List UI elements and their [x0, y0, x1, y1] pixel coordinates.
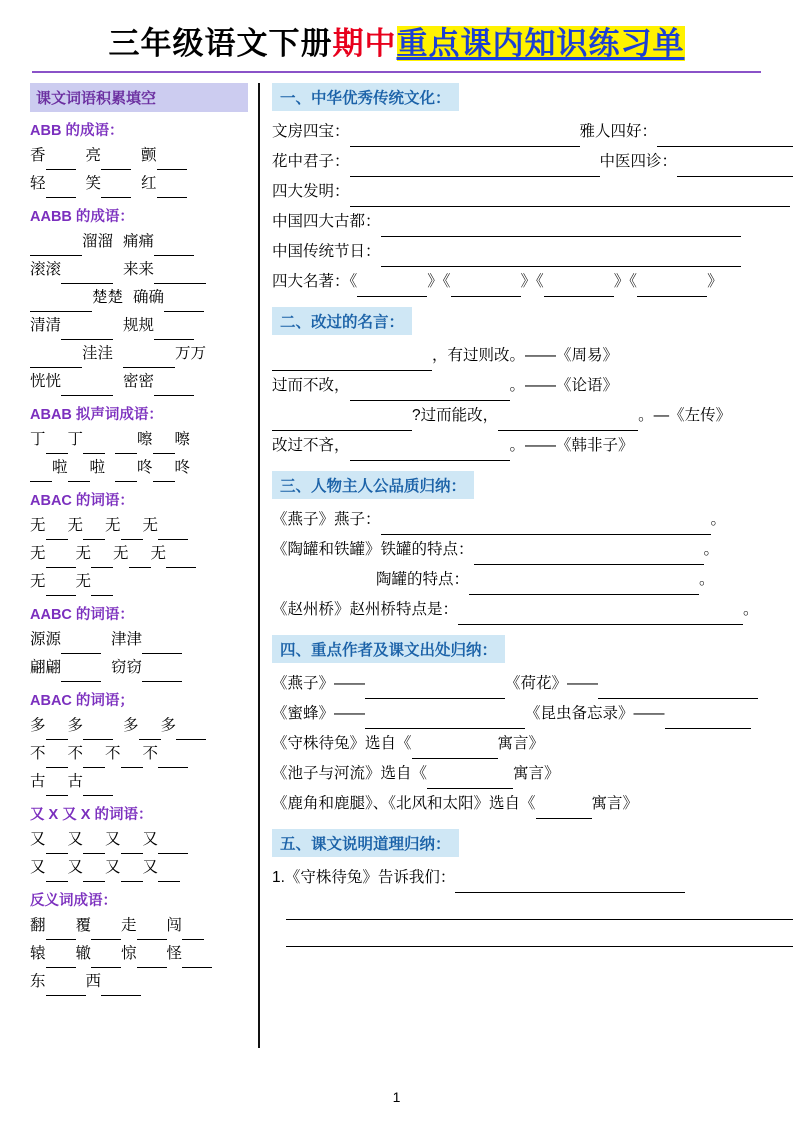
line-text: 《燕子》燕子： — [272, 511, 381, 528]
answer-blank[interactable] — [350, 431, 510, 461]
line-text: 东 — [30, 973, 46, 990]
section-heading: 二、改过的名言： — [272, 307, 412, 335]
line-text: 无 — [75, 545, 92, 562]
line-text: 《荷花》—— — [505, 675, 599, 692]
answer-blank[interactable] — [272, 401, 412, 431]
answer-blank[interactable] — [46, 568, 76, 596]
answer-blank[interactable] — [46, 826, 68, 854]
answer-blank[interactable] — [83, 712, 113, 740]
line-text: 》《 — [520, 273, 544, 290]
answer-blank[interactable] — [182, 940, 212, 968]
fill-in-line — [272, 863, 793, 893]
fill-in-line — [30, 712, 248, 740]
line-text: 万万 — [175, 345, 207, 362]
fill-in-line — [272, 401, 793, 431]
fill-in-line — [272, 371, 793, 401]
left-group-heading: ABAC 的词语： — [30, 493, 134, 509]
answer-blank[interactable] — [46, 170, 76, 198]
fill-in-line — [272, 699, 793, 729]
answer-blank[interactable] — [598, 669, 758, 699]
line-text: 四大名著：《 — [272, 273, 358, 290]
fill-in-line — [272, 207, 793, 237]
left-column-body — [30, 119, 248, 996]
section-heading: 五、课文说明道理归纳： — [272, 829, 459, 857]
line-text: 不 — [105, 745, 121, 762]
fill-in-line — [30, 228, 248, 256]
answer-blank[interactable] — [46, 940, 76, 968]
answer-blank[interactable] — [412, 729, 498, 759]
answer-blank[interactable] — [157, 142, 187, 170]
line-text: 不 — [67, 745, 84, 762]
line-text: 《陶罐和铁罐》铁罐的特点： — [272, 541, 474, 558]
line-text: 。 — [699, 571, 715, 588]
answer-blank[interactable] — [166, 540, 196, 568]
line-text: 辕 — [30, 945, 46, 962]
line-text: 丁 — [67, 431, 84, 448]
answer-blank[interactable] — [121, 740, 143, 768]
title-part-2: 期中 — [332, 26, 397, 61]
fill-in-line — [30, 312, 248, 340]
line-text: 古 — [30, 773, 46, 790]
answer-blank[interactable] — [154, 368, 194, 396]
line-text: 翻 — [30, 917, 46, 934]
answer-blank[interactable] — [164, 284, 204, 312]
line-text: 又 — [67, 859, 84, 876]
answer-blank[interactable] — [665, 699, 751, 729]
line-text: 多 — [30, 717, 46, 734]
left-group-heading: 又 X 又 X 的词语： — [30, 807, 153, 823]
fill-in-line — [30, 142, 248, 170]
fill-in-line — [30, 368, 248, 396]
line-text: 闯 — [166, 917, 183, 934]
fill-in-line — [30, 284, 248, 312]
fill-in-line — [30, 540, 248, 568]
line-text: 规规 — [123, 317, 155, 334]
answer-blank[interactable] — [469, 565, 699, 595]
line-text: 不 — [142, 745, 159, 762]
fill-in-line — [30, 654, 248, 682]
fill-in-line — [30, 912, 248, 940]
answer-blank[interactable] — [158, 740, 188, 768]
left-column — [30, 83, 258, 1048]
line-text: 。 — [743, 601, 759, 618]
fill-in-line — [30, 426, 248, 454]
line-text: 咚 — [137, 459, 153, 476]
line-text: 翩翩 — [30, 659, 62, 676]
line-text: 寓言》 — [513, 765, 560, 782]
answer-blank[interactable] — [115, 426, 137, 454]
title-divider — [32, 71, 761, 73]
answer-blank[interactable] — [121, 512, 143, 540]
answer-blank[interactable] — [83, 826, 105, 854]
right-column — [272, 83, 793, 1048]
answer-blank[interactable] — [158, 512, 188, 540]
line-text: 啦 — [89, 459, 106, 476]
answer-blank[interactable] — [357, 267, 427, 297]
answer-blank[interactable] — [137, 940, 167, 968]
line-text: 又 — [105, 831, 121, 848]
answer-blank[interactable] — [46, 712, 68, 740]
line-text: 咚 — [174, 459, 191, 476]
fill-in-line — [30, 256, 248, 284]
answer-blank[interactable] — [350, 117, 580, 147]
answer-blank[interactable] — [381, 207, 741, 237]
answer-blank[interactable] — [30, 228, 82, 256]
line-text: 四大发明： — [272, 183, 350, 200]
answer-blank[interactable] — [46, 512, 68, 540]
line-text: 笑 — [85, 175, 102, 192]
fill-in-line — [272, 177, 793, 207]
answer-blank[interactable] — [46, 768, 68, 796]
line-text: 恍恍 — [30, 373, 62, 390]
title-part-3: 重点课内知识练习单 — [396, 26, 685, 61]
line-text: 多 — [160, 717, 177, 734]
answer-blank[interactable] — [30, 284, 92, 312]
left-group-heading: AABC 的词语： — [30, 607, 134, 623]
answer-blank[interactable] — [677, 147, 793, 177]
answer-blank[interactable] — [46, 540, 76, 568]
column-divider — [258, 83, 260, 1048]
fill-in-line — [272, 535, 793, 565]
line-text: 覆 — [75, 917, 92, 934]
answer-blank[interactable] — [158, 826, 188, 854]
answer-blank[interactable] — [121, 826, 143, 854]
line-text: 多 — [123, 717, 139, 734]
answer-blank[interactable] — [381, 505, 711, 535]
answer-blank[interactable] — [154, 312, 194, 340]
answer-blank[interactable] — [91, 540, 113, 568]
line-text: 又 — [67, 831, 84, 848]
line-text: 无 — [142, 517, 159, 534]
answer-blank[interactable] — [350, 147, 600, 177]
fill-in-line — [30, 512, 248, 540]
answer-blank[interactable] — [451, 267, 521, 297]
line-text: 古 — [67, 773, 84, 790]
line-text: 《赵州桥》赵州桥特点是： — [272, 601, 459, 618]
line-text: 《蜜蜂》—— — [272, 705, 366, 722]
answer-blank[interactable] — [142, 626, 182, 654]
line-text: 无 — [75, 573, 92, 590]
answer-blank[interactable] — [153, 426, 175, 454]
line-text: 花中君子： — [272, 153, 350, 170]
answer-blank[interactable] — [115, 454, 137, 482]
fill-in-line — [272, 669, 793, 699]
answer-blank[interactable] — [381, 237, 741, 267]
line-text: 雅人四好： — [579, 123, 658, 140]
answer-blank[interactable] — [83, 426, 105, 454]
line-text: 清清 — [30, 317, 62, 334]
answer-blank[interactable] — [61, 256, 113, 284]
line-text: 1.《守株待兔》告诉我们： — [272, 869, 456, 886]
answer-blank[interactable] — [637, 267, 707, 297]
answer-blank[interactable] — [61, 626, 101, 654]
answer-blank[interactable] — [455, 863, 685, 893]
answer-blank[interactable] — [182, 912, 204, 940]
line-text: 中国四大古都： — [272, 213, 381, 230]
line-text: 又 — [105, 859, 121, 876]
line-text: 无 — [30, 545, 46, 562]
page-title — [30, 18, 763, 71]
line-text: 》 — [707, 273, 723, 290]
answer-blank[interactable] — [427, 759, 513, 789]
answer-blank[interactable] — [30, 454, 52, 482]
answer-blank[interactable] — [91, 912, 121, 940]
page-number: 1 — [392, 1089, 401, 1105]
answer-blank[interactable] — [46, 968, 86, 996]
answer-blank[interactable] — [30, 340, 82, 368]
line-text: 西 — [85, 973, 102, 990]
line-text: 。——《论语》 — [509, 377, 619, 394]
line-text: 中国传统节日： — [272, 243, 381, 260]
line-text: 文房四宝： — [272, 123, 350, 140]
fill-in-line — [30, 968, 248, 996]
answer-blank[interactable] — [61, 654, 101, 682]
line-text: 无 — [113, 545, 129, 562]
answer-blank[interactable] — [68, 454, 90, 482]
line-text: 中医四诊： — [599, 153, 678, 170]
fill-in-line — [272, 267, 793, 297]
answer-blank[interactable] — [157, 170, 187, 198]
right-column-body — [272, 83, 793, 947]
line-text: 》《 — [613, 273, 638, 290]
line-text: 《鹿角和鹿腿》、《北风和太阳》选自《 — [272, 795, 536, 812]
line-text: 走 — [121, 917, 137, 934]
answer-blank[interactable] — [474, 535, 704, 565]
answer-blank[interactable] — [154, 256, 206, 284]
answer-blank[interactable] — [350, 177, 790, 207]
answer-blank-row[interactable] — [286, 893, 793, 920]
line-text: 不 — [30, 745, 46, 762]
fill-in-line — [30, 568, 248, 596]
answer-blank[interactable] — [121, 854, 143, 882]
answer-blank[interactable] — [123, 340, 175, 368]
content-columns — [30, 83, 763, 1048]
line-text: 又 — [142, 831, 159, 848]
left-group-heading: AABB 的成语： — [30, 209, 134, 225]
line-text: 辙 — [75, 945, 92, 962]
line-text: 《昆虫备忘录》—— — [525, 705, 665, 722]
line-text: 无 — [105, 517, 121, 534]
answer-blank[interactable] — [83, 854, 105, 882]
answer-blank[interactable] — [350, 371, 510, 401]
line-text: 。 — [703, 541, 720, 558]
line-text: 源源 — [30, 631, 62, 648]
line-text: 痛痛 — [123, 233, 155, 250]
line-text: 无 — [30, 573, 46, 590]
line-text: 。—《左传》 — [638, 407, 732, 424]
fill-in-line — [30, 626, 248, 654]
fill-in-line — [272, 789, 793, 819]
line-text: 红 — [141, 175, 157, 192]
answer-blank[interactable] — [46, 854, 68, 882]
answer-blank[interactable] — [61, 312, 113, 340]
answer-blank[interactable] — [83, 512, 105, 540]
line-text: 嚓 — [174, 431, 191, 448]
fill-in-line — [272, 117, 793, 147]
fill-in-line — [30, 454, 248, 482]
answer-blank[interactable] — [129, 540, 151, 568]
answer-blank[interactable] — [365, 669, 505, 699]
fill-in-line — [30, 854, 248, 882]
section-heading: 三、人物主人公品质归纳： — [272, 471, 474, 499]
page-footer — [0, 1089, 793, 1105]
answer-blank[interactable] — [137, 912, 167, 940]
line-text: 滚滚 — [30, 261, 62, 278]
line-text: 丁 — [30, 431, 46, 448]
fill-in-line — [272, 729, 793, 759]
line-text: 无 — [150, 545, 167, 562]
left-group-heading: ABAB 拟声词成语： — [30, 407, 163, 423]
line-text: ?过而能改， — [412, 407, 499, 424]
fill-in-line — [272, 505, 793, 535]
answer-blank[interactable] — [46, 912, 76, 940]
fill-in-line — [30, 940, 248, 968]
line-text: 楚楚 — [92, 289, 124, 306]
fill-in-line — [272, 147, 793, 177]
line-text: 》《 — [427, 273, 451, 290]
fill-in-line — [272, 595, 793, 625]
line-text: 亮 — [85, 147, 102, 164]
line-text: 密密 — [123, 373, 155, 390]
fill-in-line — [272, 237, 793, 267]
answer-blank[interactable] — [544, 267, 614, 297]
answer-blank[interactable] — [101, 968, 141, 996]
section-heading: 一、中华优秀传统文化： — [272, 83, 459, 111]
answer-blank[interactable] — [101, 170, 131, 198]
line-text: 啦 — [52, 459, 68, 476]
answer-blank[interactable] — [83, 740, 105, 768]
line-text: 寓言》 — [591, 795, 639, 812]
line-text: 香 — [30, 147, 46, 164]
line-text: 确确 — [133, 289, 165, 306]
line-text: 怪 — [166, 945, 183, 962]
answer-blank[interactable] — [272, 341, 432, 371]
fill-in-line — [272, 431, 793, 461]
answer-blank[interactable] — [154, 228, 194, 256]
answer-blank[interactable] — [536, 789, 592, 819]
line-text: 又 — [142, 859, 159, 876]
answer-blank[interactable] — [365, 699, 525, 729]
answer-blank-row[interactable] — [286, 920, 793, 947]
fill-in-line — [30, 340, 248, 368]
answer-blank[interactable] — [101, 142, 131, 170]
line-text: 。 — [710, 511, 727, 528]
answer-blank[interactable] — [46, 142, 76, 170]
line-text: 无 — [67, 517, 84, 534]
line-text: 颤 — [141, 147, 157, 164]
line-text: 《守株待兔》选自《 — [272, 735, 412, 752]
line-text: 多 — [67, 717, 84, 734]
answer-blank[interactable] — [176, 712, 206, 740]
fill-in-line — [30, 768, 248, 796]
line-text: 溜溜 — [82, 233, 114, 250]
line-text: 惊 — [121, 945, 137, 962]
answer-blank[interactable] — [61, 368, 113, 396]
line-text: 又 — [30, 831, 46, 848]
answer-blank[interactable] — [158, 854, 180, 882]
line-text: 寓言》 — [497, 735, 545, 752]
line-text: ，有过则改。——《周易》 — [432, 347, 619, 364]
line-text: 《池子与河流》选自《 — [272, 765, 428, 782]
line-text: 过而不改， — [272, 377, 350, 394]
line-text: 。——《韩非子》 — [509, 437, 634, 454]
line-text: 无 — [30, 517, 46, 534]
line-text: 洼洼 — [82, 345, 114, 362]
fill-in-line — [30, 740, 248, 768]
answer-blank[interactable] — [458, 595, 743, 625]
line-text: 又 — [30, 859, 46, 876]
fill-in-line — [272, 759, 793, 789]
line-text: 来来 — [123, 261, 155, 278]
answer-blank[interactable] — [657, 117, 793, 147]
left-group-heading: 反义词成语： — [30, 893, 117, 909]
line-text: 津津 — [111, 631, 143, 648]
answer-blank[interactable] — [153, 454, 175, 482]
line-text: 轻 — [30, 175, 46, 192]
line-text: 陶罐的特点： — [376, 571, 470, 588]
answer-blank[interactable] — [46, 740, 68, 768]
fill-in-line — [272, 341, 793, 371]
answer-blank[interactable] — [46, 426, 68, 454]
section-heading: 四、重点作者及课文出处归纳： — [272, 635, 505, 663]
title-part-1: 三年级语文下册 — [108, 26, 333, 61]
answer-blank[interactable] — [83, 768, 113, 796]
left-group-heading: ABB 的成语： — [30, 123, 124, 139]
fill-in-line — [30, 170, 248, 198]
line-text: 改过不吝， — [272, 437, 350, 454]
left-column-header: 课文词语积累填空 — [30, 83, 248, 112]
line-text: 窃窃 — [111, 659, 143, 676]
fill-in-line — [272, 565, 793, 595]
left-group-heading: ABAC 的词语； — [30, 693, 134, 709]
answer-blank[interactable] — [498, 401, 638, 431]
answer-blank[interactable] — [91, 940, 121, 968]
answer-blank[interactable] — [142, 654, 182, 682]
line-text: 《燕子》—— — [272, 675, 366, 692]
answer-blank[interactable] — [139, 712, 161, 740]
fill-in-line — [30, 826, 248, 854]
line-text: 嚓 — [137, 431, 153, 448]
answer-blank[interactable] — [91, 568, 113, 596]
